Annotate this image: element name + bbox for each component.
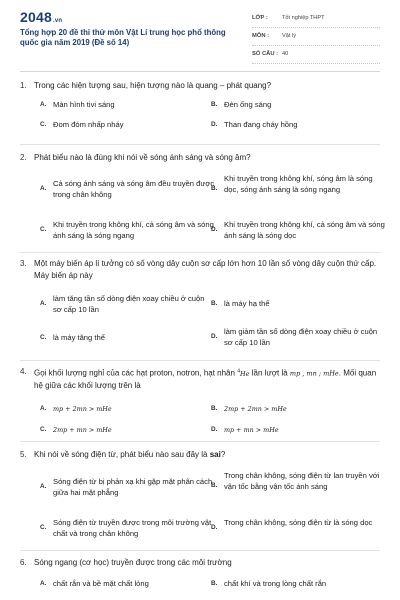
option-b[interactable] [211,404,386,415]
logo-suffix: .vn [52,18,63,24]
question-stem-end: . Mối quan hệ giữa các khối lượng trên là [34,368,377,391]
option-letter: B. [211,580,218,587]
meta-subject-row [252,31,380,46]
meta-label: MÔN : [252,33,270,39]
option-c[interactable] [40,518,218,539]
option-text: Màn hình tivi sáng [53,100,115,109]
option-c[interactable] [40,333,218,344]
option-letter: C. [40,524,47,531]
question-number: 5. [20,450,27,459]
question-1 [20,80,380,129]
option-text: Than đang cháy hồng [224,120,298,129]
option-text: mp + 2mn > mHe [53,405,112,413]
question-divider [20,144,380,145]
question-stem: Gọi khối lượng nghỉ của các hạt proton, notron, hạt nhân [34,368,235,378]
question-divider [20,252,380,253]
option-letter: B. [211,101,218,108]
question-number: 3. [20,259,27,268]
option-text: làm tăng tần số dòng điện xoay chiều ở cuộn sơ cấp 10 lần [53,294,205,314]
option-a[interactable] [40,100,218,111]
question-6 [20,557,380,588]
meta-class-row [252,13,380,28]
option-a[interactable] [40,477,218,498]
option-letter: A. [40,101,47,108]
question-text [20,258,380,281]
option-text: 2mp + mn > mHe [53,426,112,434]
option-text: mp + mn > mHe [224,426,279,434]
option-text: Khi truyền trong không khí, cả sóng âm và sóng ánh sáng là sóng dọc [224,220,385,240]
option-text: chất rắn và bề mặt chất lỏng [53,579,149,588]
option-text: Trong chân không, sóng điện từ lan truyền với vận tốc bằng vận tốc ánh sáng [224,471,380,491]
header-divider [20,71,380,72]
question-stem-cont: lần lượt là [251,368,288,378]
option-letter: B. [211,185,218,192]
option-b[interactable] [211,174,386,195]
option-text: Trong chân không, sóng điện từ là sóng dọc [224,518,373,527]
option-text: là máy tăng thế [53,333,105,342]
option-letter: A. [40,185,47,192]
question-number: 2. [20,153,27,162]
question-divider [20,360,380,361]
option-d[interactable] [211,327,386,348]
option-c[interactable] [40,220,218,241]
question-stem: Sóng ngang (cơ học) truyền được trong các môi trường [34,558,232,567]
option-text: Sóng điện từ truyền được trong môi trường vật chất và trong chân không [53,518,212,538]
option-c[interactable] [40,120,218,131]
question-stem: Trong các hiện tượng sau, hiện tượng nào là quang – phát quang? [34,81,272,90]
question-stem: Một máy biến áp lí tưởng có số vòng dây cuộn sơ cấp lớn hơn 10 lần số vòng dây cuộn thứ cấp. Máy biến áp này [34,259,377,280]
option-d[interactable] [211,120,386,131]
question-3 [20,258,380,347]
question-text [20,366,380,392]
question-text [20,449,380,461]
option-text: Sóng điện từ bị phản xạ khi gặp mặt phân cách giữa hai mặt phẳng [53,477,213,497]
meta-label: SỐ CÂU : [252,51,279,57]
option-a[interactable] [40,404,218,415]
question-number: 1. [20,81,27,90]
option-letter: D. [211,524,218,531]
question-number: 4. [20,367,27,376]
option-a[interactable] [40,179,218,200]
question-emphasis: sai [209,450,221,459]
nuclide-symbol: $^4$He [237,368,250,378]
document-meta [252,13,380,67]
option-letter: C. [40,121,47,128]
document-title: Tổng hợp 20 đề thi thử môn Vật Lí trung học phổ thông quốc gia năm 2019 (Đề số 14) [20,28,226,47]
question-text [20,80,380,92]
option-letter: A. [40,483,47,490]
page-header [0,0,400,68]
meta-value: Tốt nghiệp THPT [282,15,325,21]
option-a[interactable] [40,294,218,315]
question-text [20,152,380,164]
option-b[interactable] [211,579,386,590]
option-letter: B. [211,482,218,489]
option-letter: C. [40,226,47,233]
option-letter: D. [211,121,218,128]
site-logo[interactable] [20,9,62,25]
option-b[interactable] [211,100,386,111]
option-letter: C. [40,426,47,433]
option-text: là máy hạ thế [224,299,270,308]
option-text: Khi truyền trong không khí, sóng âm là sóng dọc, sóng ánh sáng là sóng ngang [224,174,373,194]
question-4 [20,366,380,434]
option-letter: C. [40,334,47,341]
option-text: Khi truyền trong không khí, cả sóng âm và sóng ánh sáng là sóng ngang [53,220,214,240]
question-number: 6. [20,558,27,567]
question-text [20,557,380,569]
meta-value: 40 [282,51,289,57]
option-text: Cả sóng ánh sáng và sóng âm đều truyền được trong chân không [53,179,215,199]
option-letter: B. [211,405,218,412]
mass-symbols: mp , mn ; mHe [289,369,339,378]
question-stem: Khi nói về sóng điện từ, phát biểu nào sau đây là [34,450,208,459]
option-d[interactable] [211,425,386,436]
option-b[interactable] [211,471,386,492]
option-letter: D. [211,333,218,340]
option-text: 2mp + 2mn > mHe [224,405,287,413]
question-2 [20,152,385,240]
option-c[interactable] [40,425,218,436]
option-letter: A. [40,300,47,307]
question-stem: Phát biểu nào là đúng khi nói về sóng ánh sáng và sóng âm? [34,153,251,162]
option-letter: A. [40,580,47,587]
meta-label: LỚP : [252,15,268,21]
question-5 [20,449,380,538]
logo-text: 2048 [20,9,52,25]
option-text: chất khí và trong lòng chất rắn [224,579,327,588]
meta-value: Vật lý [282,33,296,39]
question-divider [20,550,380,551]
option-letter: D. [211,226,218,233]
meta-count-row [252,49,380,64]
option-text: Đèn ống sáng [224,100,272,109]
option-letter: D. [211,426,218,433]
question-divider [20,441,380,442]
option-a[interactable] [40,579,218,590]
option-letter: B. [211,300,218,307]
option-d[interactable] [211,220,386,241]
option-text: làm giảm tần số dòng điện xoay chiều ở cuộn sơ cấp 10 lần [224,327,378,347]
question-stem-end: ? [220,450,226,459]
option-d[interactable] [211,518,386,529]
option-letter: A. [40,405,47,412]
option-text: Đom đóm nhấp nháy [53,120,124,129]
option-b[interactable] [211,299,386,310]
